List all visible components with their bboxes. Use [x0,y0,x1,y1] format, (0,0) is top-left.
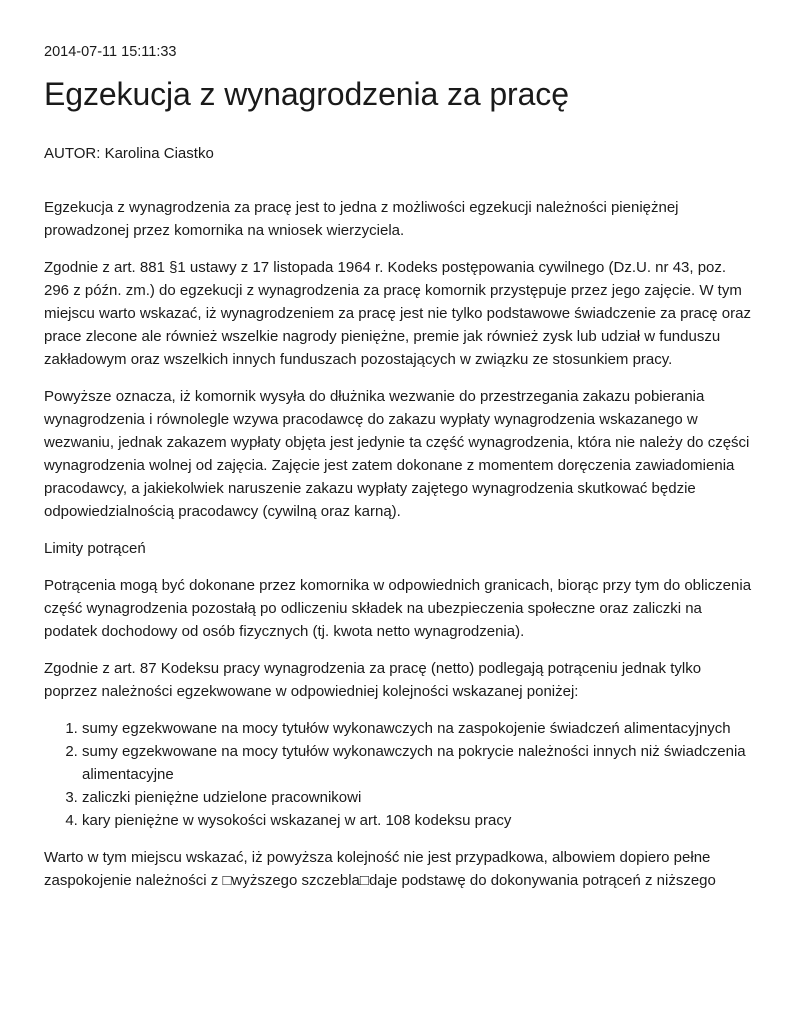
document-title: Egzekucja z wynagrodzenia za pracę [44,76,569,112]
document-body [44,196,754,906]
list-item: 3. zaliczki pieniężne udzielone pracownikowi [82,786,754,809]
deduction-order-list [44,717,754,832]
paragraph: Warto w tym miejscu wskazać, iż powyższa kolejność nie jest przypadkowa, albowiem dopiero pełne zaspokojenie należności z □wyższego szczebla□daje podstawę do dokonywania potrąceń z niższego [44,849,716,889]
paragraph: Egzekucja z wynagrodzenia za pracę jest to jedna z możliwości egzekucji należności pieniężnej prowadzonej przez komornika na wniosek wierzyciela. [44,199,679,239]
paragraph: Powyższe oznacza, iż komornik wysyła do dłużnika wezwanie do przestrzegania zakazu pobierania wynagrodzenia i równolegle wzywa pracodawcę do zakazu wypłaty wynagrodzenia wskazanego w wezwaniu, jednak zakazem wypłaty objęta jest jedynie ta część wynagrodzenia, która nie należy do części wynagrodzenia wolnej od zajęcia. Zajęcie jest zatem dokonane z momentem doręczenia zawiadomienia pracodawcy, a jakiekolwiek naruszenie zakazu wypłaty zajętego wynagrodzenia skutkować będzie odpowiedzialnością pracodawcy (cywilną oraz karną). [44,388,750,520]
paragraph: Zgodnie z art. 87 Kodeksu pracy wynagrodzenia za pracę (netto) podlegają potrąceniu jednak tylko poprzez należności egzekwowane w odpowiedniej kolejności wskazanej poniżej: [44,660,702,700]
list-item: 2. sumy egzekwowane na mocy tytułów wykonawczych na pokrycie należności innych niż świadczenia alimentacyjne [82,740,754,786]
document-author: AUTOR: Karolina Ciastko [44,145,214,162]
document-timestamp: 2014-07-11 15:11:33 [44,44,177,60]
paragraph: Zgodnie z art. 881 §1 ustawy z 17 listopada 1964 r. Kodeks postępowania cywilnego (Dz.U. nr 43, poz. 296 z późn. zm.) do egzekucji z wynagrodzenia za pracę komornik przystępuje przez jego zajęcie. W tym miejscu warto wskazać, iż wynagrodzeniem za pracę jest nie tylko podstawowe świadczenie za pracę oraz prace zlecone ale również wszelkie nagrody pieniężne, premie jak również zysk lub udział w funduszu zakładowym oraz wszelkich innych funduszach pozostających w związku ze stosunkiem pracy. [44,259,751,368]
paragraph: Potrącenia mogą być dokonane przez komornika w odpowiednich granicach, biorąc przy tym do obliczenia część wynagrodzenia pozostałą po odliczeniu składek na ubezpieczenia społeczne oraz zaliczki na podatek dochodowy od osób fizycznych (tj. kwota netto wynagrodzenia). [44,577,752,640]
list-item: 4. kary pieniężne w wysokości wskazanej w art. 108 kodeksu pracy [82,809,754,832]
list-item: 1. sumy egzekwowane na mocy tytułów wykonawczych na zaspokojenie świadczeń alimentacyjnych [82,717,754,740]
section-heading: Limity potrąceń [44,540,146,557]
